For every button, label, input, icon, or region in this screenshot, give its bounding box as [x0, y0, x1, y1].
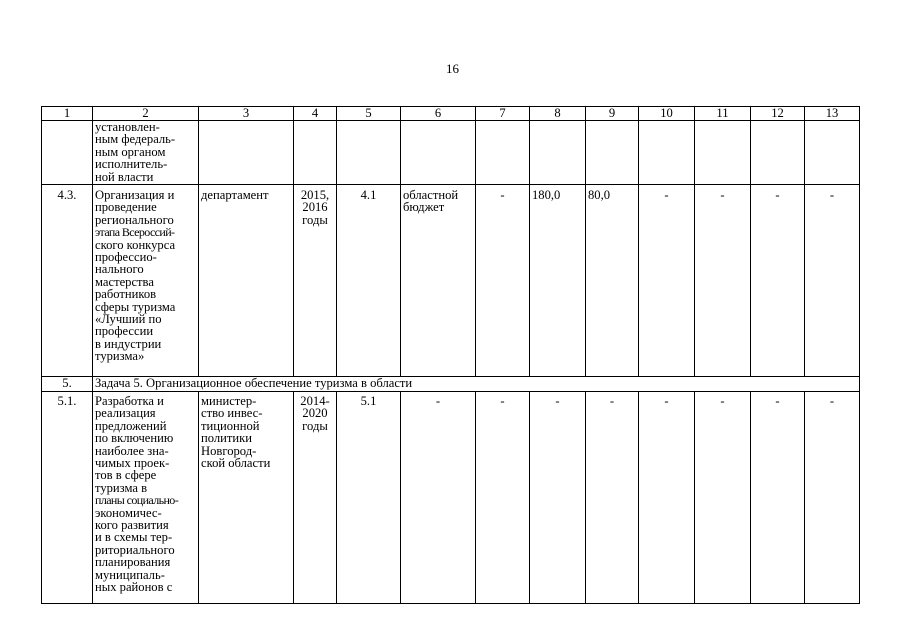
funding-source: -	[401, 392, 476, 604]
text-line: этапа Всероссий-	[95, 225, 175, 240]
text-line: предложений	[95, 418, 167, 433]
text-line: туризма в	[95, 480, 148, 495]
cell-empty	[294, 121, 337, 185]
text-line: ской области	[201, 456, 271, 471]
text-line: реализация	[95, 406, 156, 421]
col-header-10: 10	[639, 107, 695, 121]
program-activities-table	[41, 106, 860, 604]
text-line: областной	[403, 188, 459, 202]
text-line: наиболее зна-	[95, 443, 169, 458]
text-line: туризма»	[95, 349, 145, 364]
cell-empty	[639, 121, 695, 185]
row-number: 5.	[42, 377, 93, 392]
cell-empty	[337, 121, 401, 185]
funding-cell-11: -	[695, 392, 751, 604]
activity-description	[93, 185, 199, 377]
text-line: ным органом	[95, 144, 166, 159]
executor: департамент	[199, 185, 294, 377]
text-line: Новгород-	[201, 443, 257, 458]
task-heading: Задача 5. Организационное обеспечение туризма в области	[93, 377, 860, 392]
implementation-period	[294, 392, 337, 604]
text-line: 2015,	[300, 188, 330, 202]
cell-empty	[751, 121, 805, 185]
text-line: ной власти	[95, 169, 154, 184]
row-number: 5.1.	[42, 392, 93, 604]
funding-cell-9: 80,0	[586, 185, 639, 377]
col-header-3: 3	[199, 107, 294, 121]
text-line: 2016	[302, 200, 328, 215]
text-line: «Лучший по	[95, 312, 162, 327]
table-row-continuation	[42, 121, 860, 185]
funding-cell-12: -	[751, 185, 805, 377]
col-header-5: 5	[337, 107, 401, 121]
funding-cell-8: 180,0	[530, 185, 586, 377]
activity-description	[93, 392, 199, 604]
funding-cell-7: -	[476, 185, 530, 377]
text-line: годы	[302, 418, 328, 433]
activity-description	[93, 121, 199, 185]
text-line: мастерства	[95, 274, 154, 289]
col-header-13: 13	[805, 107, 860, 121]
text-line: сферы туризма	[95, 299, 176, 314]
col-header-1: 1	[42, 107, 93, 121]
text-line: планы социально-	[95, 493, 179, 508]
cell-empty	[805, 121, 860, 185]
funding-cell-13: -	[805, 392, 860, 604]
table-row-5-1	[42, 392, 860, 604]
cell-empty	[199, 121, 294, 185]
funding-cell-7: -	[476, 392, 530, 604]
text-line: Разработка и	[95, 394, 164, 408]
text-line: тов в сфере	[95, 468, 157, 483]
table-row-4-3	[42, 185, 860, 377]
executor	[199, 392, 294, 604]
text-line: экономичес-	[95, 505, 162, 520]
table-row-task-5	[42, 377, 860, 392]
implementation-period	[294, 185, 337, 377]
text-line: годы	[302, 212, 328, 227]
cell-empty	[401, 121, 476, 185]
col-header-9: 9	[586, 107, 639, 121]
text-line: ского конкурса	[95, 237, 176, 252]
text-line: проведение	[95, 200, 157, 215]
text-line: по включению	[95, 431, 174, 446]
text-line: 2014-	[300, 394, 330, 408]
funding-source	[401, 185, 476, 377]
col-header-8: 8	[530, 107, 586, 121]
text-line: муниципаль-	[95, 567, 165, 582]
cell-empty	[42, 121, 93, 185]
text-line: политики	[201, 431, 252, 446]
cell-empty	[695, 121, 751, 185]
col-header-11: 11	[695, 107, 751, 121]
page-number: 16	[446, 61, 459, 76]
col-header-4: 4	[294, 107, 337, 121]
text-line: бюджет	[403, 200, 445, 215]
funding-cell-10: -	[639, 392, 695, 604]
funding-cell-11: -	[695, 185, 751, 377]
text-line: планирования	[95, 555, 171, 570]
col-header-6: 6	[401, 107, 476, 121]
text-line: профессио-	[95, 250, 157, 265]
text-line: Организация и	[95, 188, 175, 202]
text-line: регионального	[95, 212, 174, 227]
text-line: 2020	[302, 406, 328, 421]
row-number: 4.3.	[42, 185, 93, 377]
funding-cell-10: -	[639, 185, 695, 377]
cell-empty	[476, 121, 530, 185]
text-line: нального	[95, 262, 144, 277]
col-header-12: 12	[751, 107, 805, 121]
text-line: в индустрии	[95, 336, 162, 351]
text-line: и в схемы тер-	[95, 530, 173, 545]
text-line: министер-	[201, 394, 257, 408]
text-line: работников	[95, 287, 157, 302]
text-line: риториального	[95, 542, 175, 557]
funding-cell-12: -	[751, 392, 805, 604]
text-line: кого развития	[95, 518, 169, 533]
cell-empty	[586, 121, 639, 185]
text-line: установлен-	[95, 120, 160, 134]
text-line: профессии	[95, 324, 154, 339]
funding-cell-8: -	[530, 392, 586, 604]
funding-cell-13: -	[805, 185, 860, 377]
col-header-7: 7	[476, 107, 530, 121]
target-indicator: 4.1	[337, 185, 401, 377]
text-line: тиционной	[201, 418, 260, 433]
text-line: чимых проек-	[95, 456, 170, 471]
funding-cell-9: -	[586, 392, 639, 604]
text-line: ных районов с	[95, 580, 173, 595]
column-number-row	[42, 107, 860, 121]
text-line: исполнитель-	[95, 157, 168, 172]
target-indicator: 5.1	[337, 392, 401, 604]
cell-empty	[530, 121, 586, 185]
text-line: ным федераль-	[95, 132, 176, 147]
text-line: ство инвес-	[201, 406, 263, 421]
col-header-2: 2	[93, 107, 199, 121]
